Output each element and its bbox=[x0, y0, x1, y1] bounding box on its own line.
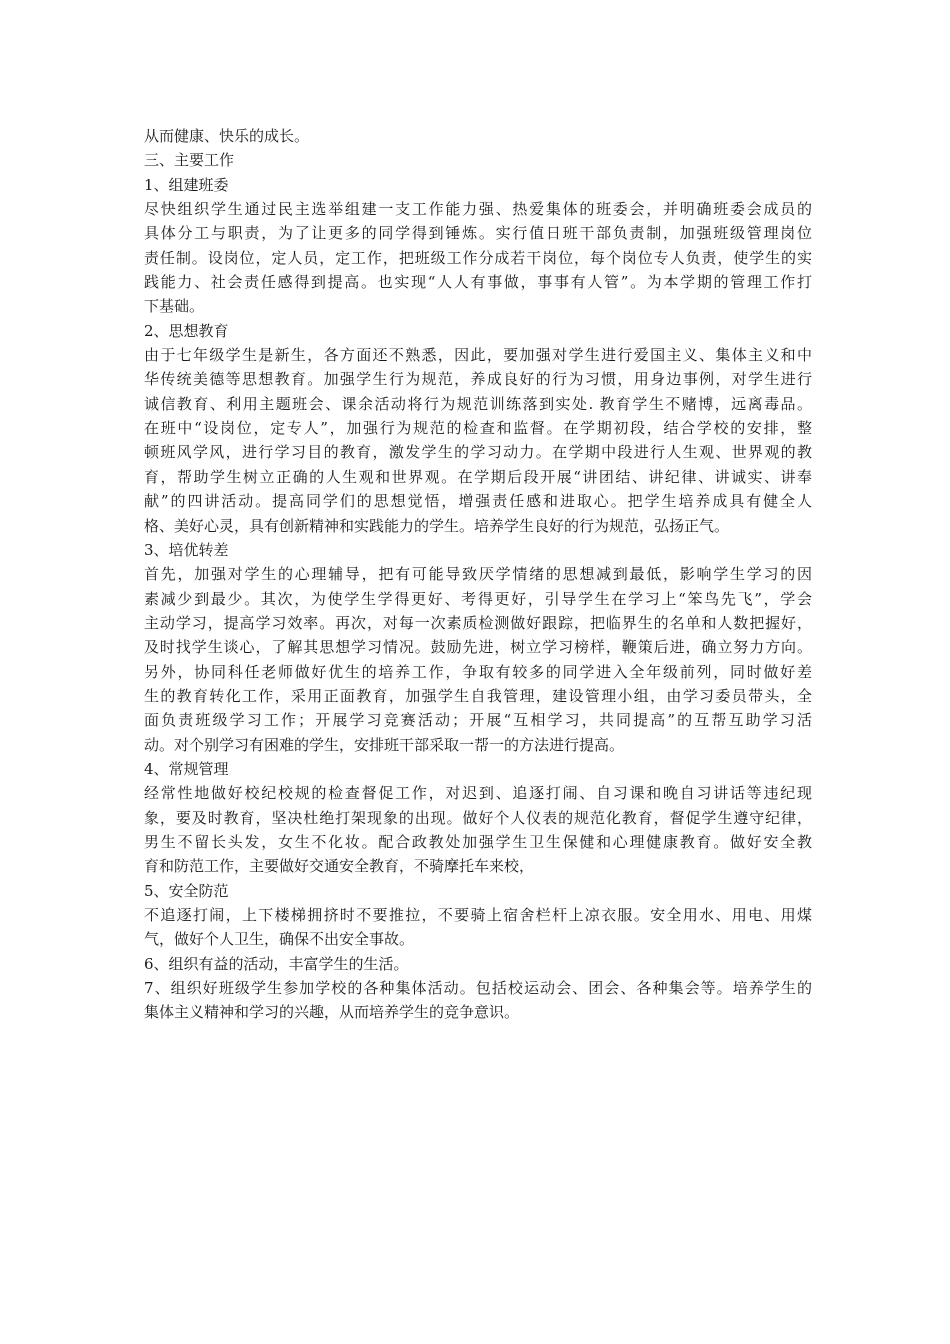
text-line: 集体主义精神和学习的兴趣，从而培养学生的竞争意识。 bbox=[144, 1003, 520, 1022]
text-line: 诚信教育、利用主题班会、课余活动将行为规范训练落到实处. 教育学生不赌博，远离毒品。 bbox=[144, 394, 812, 413]
text-line: 另外，协同科任老师做好优生的培养工作，争取有较多的同学进入全年级前列，同时做好差 bbox=[144, 662, 812, 681]
text-line: 素减少到最少。其次，为使学生学得更好、考得更好，引导学生在学习上“笨鸟先飞”，学会 bbox=[144, 589, 812, 608]
text-line: 在班中“设岗位，定专人”，加强行为规范的检查和监督。在学期初段，结合学校的安排，整 bbox=[144, 419, 812, 438]
text-line: 首先，加强对学生的心理辅导，把有可能导致厌学情绪的思想减到最低，影响学生学习的因 bbox=[144, 565, 812, 584]
text-line: 不追逐打闹，上下楼梯拥挤时不要推拉，不要骑上宿舍栏杆上凉衣服。安全用水、用电、用煤 bbox=[144, 906, 812, 924]
text-line: 象，要及时教育，坚决杜绝打架现象的出现。做好个人仪表的规范化教育，督促学生遵守纪律， bbox=[144, 808, 812, 827]
text-line: 具体分工与职责，为了让更多的同学得到锤炼。实行值日班干部负责制，加强班级管理岗位 bbox=[144, 224, 812, 243]
text-line: 尽快组织学生通过民主选举组建一支工作能力强、热爱集体的班委会，并明确班委会成员的 bbox=[144, 200, 812, 219]
text-line: 男生不留长头发，女生不化妆。配合政教处加强学生卫生保健和心理健康教育。做好安全教 bbox=[144, 832, 812, 851]
text-line: 格、美好心灵，具有创新精神和实践能力的学生。培养学生良好的行为规范，弘扬正气。 bbox=[144, 516, 730, 535]
text-line: 动。对个别学习有困难的学生，安排班干部采取一帮一的方法进行提高。 bbox=[144, 735, 625, 754]
text-line: 及时找学生谈心，了解其思想学习情况。鼓励先进，树立学习榜样，鞭策后进，确立努力方向。 bbox=[144, 638, 812, 657]
text-line: 7、组织好班级学生参加学校的各种集体活动。包括校运动会、团会、各种集会等。培养学生的 bbox=[144, 979, 812, 998]
text-line: 育，帮助学生树立正确的人生观和世界观。在学期后段开展“讲团结、讲纪律、讲诚实、讲奉 bbox=[144, 467, 812, 486]
text-line: 生的教育转化工作，采用正面教育，加强学生自我管理，建设管理小组，由学习委员带头，全 bbox=[144, 686, 812, 705]
text-line: 3、培优转差 bbox=[144, 540, 229, 559]
text-line: 主动学习，提高学习效率。再次，对每一次素质检测做好跟踪，把临界生的名单和人数把握好， bbox=[144, 613, 812, 632]
text-line: 2、思想教育 bbox=[144, 321, 229, 340]
text-line: 气，做好个人卫生，确保不出安全事故。 bbox=[144, 930, 415, 949]
text-line: 1、组建班委 bbox=[144, 175, 229, 194]
text-line: 践能力、社会责任感得到提高。也实现“人人有事做，事事有人管”。为本学期的管理工作打 bbox=[144, 273, 812, 292]
text-line: 由于七年级学生是新生，各方面还不熟悉，因此，要加强对学生进行爱国主义、集体主义和中 bbox=[144, 346, 812, 365]
text-line: 献”的四讲活动。提高同学们的思想觉悟，增强责任感和进取心。把学生培养成具有健全人 bbox=[144, 492, 812, 511]
text-line: 5、安全防范 bbox=[144, 881, 229, 900]
text-line: 面负责班级学习工作；开展学习竞赛活动；开展“互相学习，共同提高”的互帮互助学习活 bbox=[144, 711, 812, 730]
text-line: 经常性地做好校纪校规的检查督促工作，对迟到、追逐打闹、自习课和晚自习讲话等违纪现 bbox=[144, 784, 812, 803]
text-line: 4、常规管理 bbox=[144, 759, 229, 778]
text-line: 责任制。设岗位，定人员，定工作，把班级工作分成若干岗位，每个岗位专人负责，使学生的实 bbox=[144, 248, 812, 267]
text-line: 从而健康、快乐的成长。 bbox=[144, 127, 310, 145]
document-body bbox=[144, 124, 812, 1025]
text-line: 下基础。 bbox=[144, 297, 205, 316]
text-line: 育和防范工作，主要做好交通安全教育，不骑摩托车来校， bbox=[144, 857, 535, 876]
text-line: 6、组织有益的活动，丰富学生的生活。 bbox=[144, 954, 409, 973]
text-line: 三、主要工作 bbox=[144, 151, 235, 170]
text-line: 华传统美德等思想教育。加强学生行为规范，养成良好的行为习惯，用身边事例，对学生进行 bbox=[144, 370, 812, 389]
text-line: 顿班风学风，进行学习目的教育，激发学生的学习动力。在学期中段进行人生观、世界观的教 bbox=[144, 443, 812, 462]
